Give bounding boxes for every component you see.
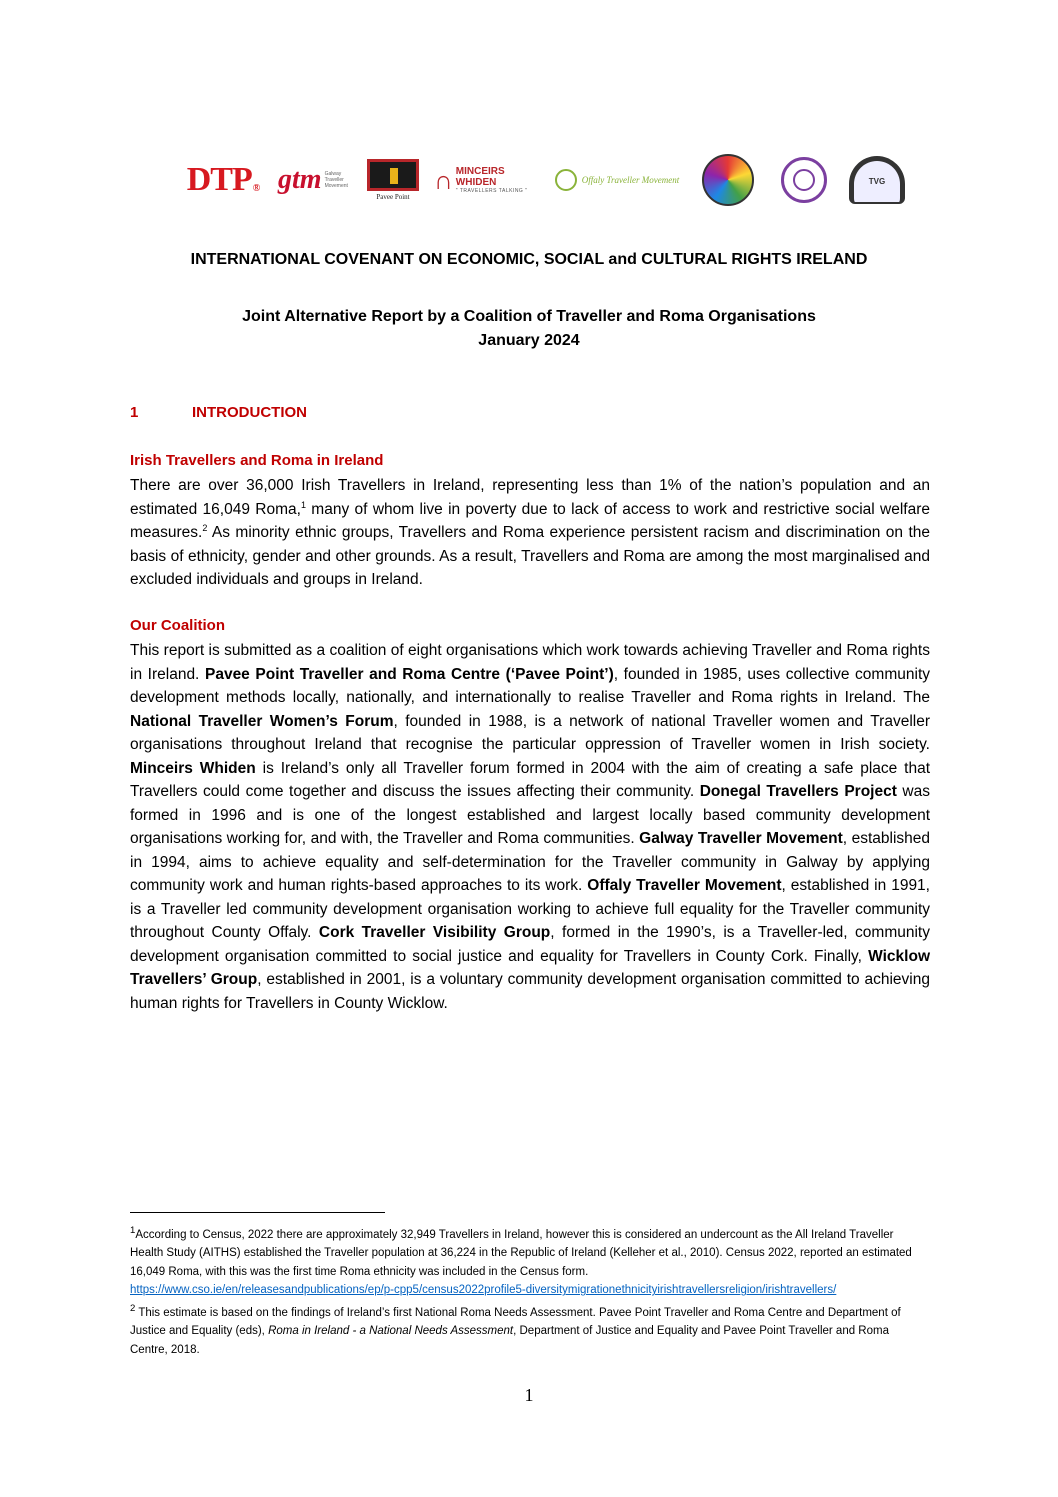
org-name-cork: Cork Traveller Visibility Group bbox=[318, 924, 551, 941]
subtitle-line-1: Joint Alternative Report by a Coalition of Traveller and Roma Organisations bbox=[242, 308, 816, 325]
footnote-2-text-end: , Department of Justice and Equality and Pavee Point Traveller and Roma Centre, 2018. bbox=[130, 1325, 889, 1356]
footnote-2-title: Roma in Ireland - a National Needs Assessment bbox=[268, 1325, 514, 1338]
dtp-logo bbox=[180, 150, 266, 210]
text-run: , established in 1994, aims to achieve equality and self-determination for the Traveller community in Galway by applying community work and human rights-based approaches to its work. bbox=[130, 830, 930, 894]
footnote-separator bbox=[130, 1212, 385, 1213]
offaly-traveller-movement-logo bbox=[542, 150, 692, 210]
document-subtitle bbox=[0, 305, 1058, 353]
paragraph-irish-travellers bbox=[130, 474, 930, 592]
paragraph-our-coalition bbox=[130, 639, 930, 1015]
pavee-point-logo bbox=[364, 150, 422, 210]
minceirs-whiden-logo bbox=[434, 150, 534, 210]
minceirs-whiden-tagline: " TRAVELLERS TALKING " bbox=[455, 188, 528, 194]
footnote-ref-1[interactable]: 1 bbox=[300, 499, 306, 510]
footnote-1-link[interactable]: https://www.cso.ie/en/releasesandpublications/ep/p-cpp5/census2022profile5-diversitymigrationethnicityirishtravellersreligion/irishtravellers/ bbox=[130, 1284, 837, 1297]
footnote-1-marker: 1 bbox=[130, 1225, 136, 1236]
footnote-2 bbox=[130, 1300, 920, 1359]
gtm-logo bbox=[278, 150, 352, 210]
text-run: was formed in 1996 and is one of the longest established and largest locally based community development organisations working for, and with, the Traveller and Roma communities. bbox=[130, 783, 930, 847]
text-run: There are over 36,000 Irish Travellers in Ireland, representing less than 1% of the nation’s population and an estimated 16,049 Roma, bbox=[130, 477, 930, 518]
org-name-minceirs-whiden: Minceirs Whiden bbox=[130, 759, 256, 777]
wheel-icon bbox=[781, 157, 827, 203]
subheading-our-coalition: Our Coalition bbox=[130, 617, 225, 634]
national-traveller-womens-forum-logo bbox=[776, 150, 832, 210]
footnote-1-text: According to Census, 2022 there are approximately 32,949 Travellers in Ireland, however this is considered an undercount as the All Ireland Traveller Health Study (AITHS) established the Traveller population at 36,224 in the Republic of Ireland (Kelleher et al., 2010). Census 2022, reported an estimated 16,049 Roma, with this was the first time Roma ethnicity was included in the Census form. bbox=[130, 1228, 912, 1278]
footnote-2-marker: 2 bbox=[130, 1302, 136, 1314]
text-run: , formed in the 1990’s, is a Traveller-led, community development organisation committed to social justice and equality for Travellers in County Cork. Finally, bbox=[130, 924, 930, 965]
org-name-ntwf: National Traveller Women’s Forum bbox=[130, 712, 394, 730]
org-name-pavee-point: Pavee Point Traveller and Roma Centre (‘Pavee Point’) bbox=[204, 665, 614, 683]
gtm-logo-text: gtm bbox=[278, 164, 322, 195]
section-title: INTRODUCTION bbox=[192, 404, 307, 421]
tvg-logo-text: TVG bbox=[849, 156, 905, 204]
pavee-point-emblem bbox=[367, 159, 419, 191]
footnote-1 bbox=[130, 1222, 920, 1300]
section-number: 1 bbox=[130, 404, 139, 421]
org-name-wicklow: Wicklow Travellers’ Group bbox=[130, 947, 930, 988]
text-run: As minority ethnic groups, Travellers and Roma experience persistent racism and discrimination on the basis of ethnicity, gender and other grounds. As a result, Travellers and Roma are among the most marginalised and excluded individuals and groups in Ireland. bbox=[130, 524, 930, 588]
footnote-ref-2[interactable]: 2 bbox=[202, 522, 208, 533]
text-run: , established in 1991, is a Traveller led community development organisation working to achieve full equality for the Traveller community throughout County Offaly. bbox=[130, 877, 930, 941]
dtp-registered-mark: ® bbox=[252, 183, 260, 194]
offaly-logo-text: Offaly Traveller Movement bbox=[581, 175, 680, 185]
section-heading-introduction bbox=[130, 404, 307, 421]
dtp-logo-text: DTP bbox=[186, 161, 252, 198]
subtitle-date: January 2024 bbox=[478, 332, 580, 349]
donegal-travellers-logo bbox=[698, 150, 758, 210]
logo-strip bbox=[180, 150, 910, 210]
page-number: 1 bbox=[524, 1385, 534, 1405]
pavee-point-caption: Pavee Point bbox=[376, 193, 410, 201]
document-title: INTERNATIONAL COVENANT ON ECONOMIC, SOCIAL and CULTURAL RIGHTS IRELAND bbox=[190, 251, 868, 268]
text-run: is Ireland’s only all Traveller forum formed in 2004 with the aim of creating a safe place that Travellers could come together and discuss the issues affecting their community. bbox=[130, 759, 931, 800]
footnote-2-text: This estimate is based on the findings of Ireland’s first National Roma Needs Assessment. Pavee Point Traveller and Roma Centre and Department of Justice and Equality (eds), bbox=[130, 1306, 901, 1338]
text-run: This report is submitted as a coalition of eight organisations which work towards achieving Traveller and Roma rights in Ireland. bbox=[130, 642, 930, 683]
subheading-irish-travellers: Irish Travellers and Roma in Ireland bbox=[130, 452, 384, 469]
org-name-galway: Galway Traveller Movement bbox=[639, 830, 843, 847]
text-run: many of whom live in poverty due to lack of access to work and restrictive social welfare measures. bbox=[130, 500, 931, 541]
text-run: , founded in 1985, uses collective community development methods locally, nationally, and internationally to realise Traveller and Roma rights in Ireland. The bbox=[130, 665, 930, 706]
gtm-logo-tagline: Galway Traveller Movement bbox=[324, 171, 348, 189]
horseshoe-icon: ∩ bbox=[434, 164, 453, 195]
text-run: , founded in 1988, is a network of national Traveller women and Traveller organisations throughout Ireland that recognise the particular oppression of Traveller women in Irish society. bbox=[130, 712, 930, 753]
footnotes bbox=[130, 1222, 920, 1359]
org-name-donegal: Donegal Travellers Project bbox=[699, 783, 897, 800]
colour-wheel-icon bbox=[702, 154, 754, 206]
minceirs-whiden-logo-text: MINCEIRS WHIDEN bbox=[455, 166, 505, 188]
org-name-offaly: Offaly Traveller Movement bbox=[587, 877, 782, 894]
tvg-logo bbox=[844, 150, 910, 210]
leaf-icon bbox=[555, 169, 577, 191]
text-run: , established in 2001, is a voluntary community development organisation committed to achieving human rights for Travellers in County Wicklow. bbox=[130, 971, 930, 1012]
